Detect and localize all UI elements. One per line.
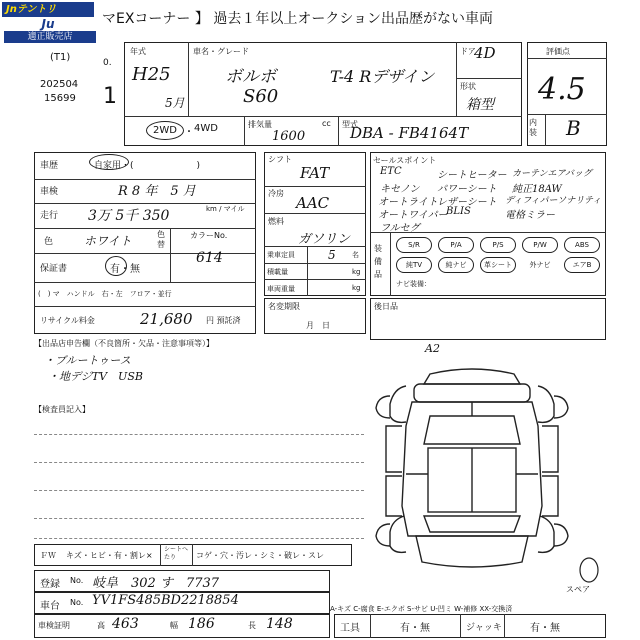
color-no-value: 614 [196,250,223,266]
equip-tv: 純TV [396,257,432,273]
fw-value: キズ・ヒビ・有・割レ× [66,551,153,560]
drive-2wd: 2WD [146,121,184,140]
equip-navi: 純ナビ [438,257,474,273]
score-value: 4.5 [538,72,586,107]
cert-w-label: 幅 [170,621,178,630]
color-change-label: 色替 [157,230,165,249]
sp-item-11: 電格ミラー [505,210,555,221]
diagram-mark: A2 [425,342,440,355]
warranty-label: 保証書 [40,264,68,274]
name-label: 車名・グレード [193,47,249,56]
seller-label: 【出品店申告欄（不良箇所・欠品・注意事項等）】 [34,339,214,348]
sp-item-9: オートワイパー [378,210,448,221]
change-date-unit: 月 日 [306,321,330,330]
recycle-label: リサイクル料金 [40,316,95,325]
mileage-value: 3万 5千 350 [88,208,170,224]
sp-item-4: パワーシート [437,184,497,195]
cert-w-value: 186 [188,616,215,632]
back-label: 後日品 [374,302,398,311]
reg-value: 岐阜 302 す 7737 [92,576,220,591]
sp-item-2: カーテンエアバッグ [512,169,592,179]
tools-label: 工具 [340,623,360,634]
sp-item-10: BLIS [446,206,471,217]
fuel-label: 燃料 [268,217,284,226]
side-num: 0. [103,58,112,68]
handle-row: ( ) マ ハンドル 右・左 フロア・並行 [38,290,172,298]
cert-h-value: 463 [112,616,139,632]
maker: ボルボ [225,67,276,87]
selling-points-label: セールスポイント [373,156,437,165]
weight-unit: kg [352,284,361,292]
capacity-label: 乗車定員 [267,251,295,259]
cert-l-value: 148 [266,616,293,632]
seat-value: コゲ・穴・汚レ・シミ・破レ・スレ [196,551,324,560]
seat-label: シートへたり [164,546,189,561]
cert-h-label: 高 [97,621,105,630]
lot-number-2: 15699 [44,93,76,104]
back-order-box [370,298,606,340]
load-unit: kg [352,268,361,276]
doors-value: 4D [474,44,496,62]
model-code-value: DBA - FB4164T [350,124,469,142]
grade: T-4 Rデザイン [330,67,435,86]
fw-label: ＦＷ [40,551,56,560]
equip-ps: P/S [480,237,516,253]
shift-value: FAT [300,164,330,182]
fuel-value: ガソリン [298,232,351,247]
history-label: 車歴 [40,161,59,171]
equip-sr: S/R [396,237,432,253]
displacement-unit: cc [322,119,331,128]
logo-bottom: 適正販売店 [4,31,96,43]
interior-label: 内装 [529,118,537,137]
mileage-label: 走行 [40,211,59,221]
equipment-label: 装備品 [374,244,382,279]
equip-pw: P/W [522,237,558,253]
model-code-label: 型式 [342,120,358,129]
ac-label: 冷房 [268,189,284,198]
recycle-unit: 円 預託済 [206,316,241,325]
inspection-value: R 8 年 5 月 [118,184,196,199]
logo-mark: Ju [41,17,55,31]
shift-label: シフト [268,155,292,164]
change-date-label: 名変期限 [268,302,300,311]
car-diagram [372,356,572,578]
side-big: 1 [103,84,117,109]
month-value: 5月 [165,96,185,110]
cert-l-label: 長 [248,621,256,630]
logo-top: Jnテントリ [2,2,94,17]
weight-label: 車両重量 [267,285,295,293]
sp-item-6: オートライト [378,197,438,208]
seller-line-1: ・ブルートゥース [44,354,131,367]
spare-tire-icon [578,555,600,585]
interior-value: B [566,116,581,140]
page-title: マEXコーナー 】 過去１年以上オークション出品歴がない車両 [102,11,494,27]
lot-number-1: 202504 [40,79,79,90]
drive-4wd: 4WD [194,123,218,134]
equip-pa: P/A [438,237,474,253]
sp-item-5: 純正18AW [512,184,562,195]
capacity-value: 5 [328,248,336,262]
sp-item-8: ディフィパーソナリティ [505,196,602,206]
equip-ext-navi: 外ナビ [522,257,558,273]
chassis-value: YV1FS485BD2218854 [92,593,239,608]
history-value: 自家用・( ) [94,161,201,171]
capacity-unit: 名 [352,251,359,259]
equip-abs: ABS [564,237,600,253]
displacement-label: 排気量 [248,120,272,129]
score-label: 評価点 [546,47,570,56]
color-no-label: カラーNo. [190,231,228,240]
reg-label: 登録 [40,579,60,590]
doors-label: ドア [460,47,476,56]
year-label: 年式 [130,47,146,56]
sp-item-0: ETC [380,166,402,177]
sp-item-7: レザーシート [437,197,497,208]
warranty-value: 有・無 [110,264,140,275]
recycle-value: 21,680 [140,310,193,328]
load-label: 積載量 [267,268,288,276]
spare-label: スペア [566,585,590,594]
sp-item-3: キセノン [380,184,420,195]
navi-label: ナビ装備： [396,280,431,288]
dealer-logo [0,0,98,44]
shape-value: 箱型 [466,97,494,113]
color-label: 色 [44,237,54,247]
cert-label: 車検証明 [38,621,70,630]
jack-value: 有・無 [530,623,560,634]
inspector-label: 【検査員記入】 [34,405,90,414]
ac-value: AAC [296,194,330,212]
sp-item-1: シートヒーター [437,170,507,181]
equip-leather: 革シート [480,257,516,273]
chassis-no-label: No. [70,598,84,607]
model: S60 [243,86,279,107]
diagram-legend: A-キズ C-腐食 E-エクボ S-サビ U-凹ミ W-補修 XX-交換済 [330,605,513,613]
inspection-label: 車検 [40,187,59,197]
drive-sep: ・ [184,127,194,138]
chassis-label: 車台 [40,601,60,612]
lot-prefix: (T1) [50,52,71,63]
sp-item-12: フルセグ [380,223,420,234]
mileage-unit: km / マイル [206,205,245,213]
displacement-value: 1600 [272,129,306,144]
reg-no-label: No. [70,576,84,585]
color-value: ホワイト [84,234,132,248]
shape-label: 形状 [460,82,476,91]
year-value: H25 [132,64,171,85]
equip-airbag: エアB [564,257,600,273]
jack-label: ジャッキ [466,623,502,633]
tools-value: 有・無 [400,623,430,634]
seller-line-2: ・地デジTV USB [48,370,143,383]
